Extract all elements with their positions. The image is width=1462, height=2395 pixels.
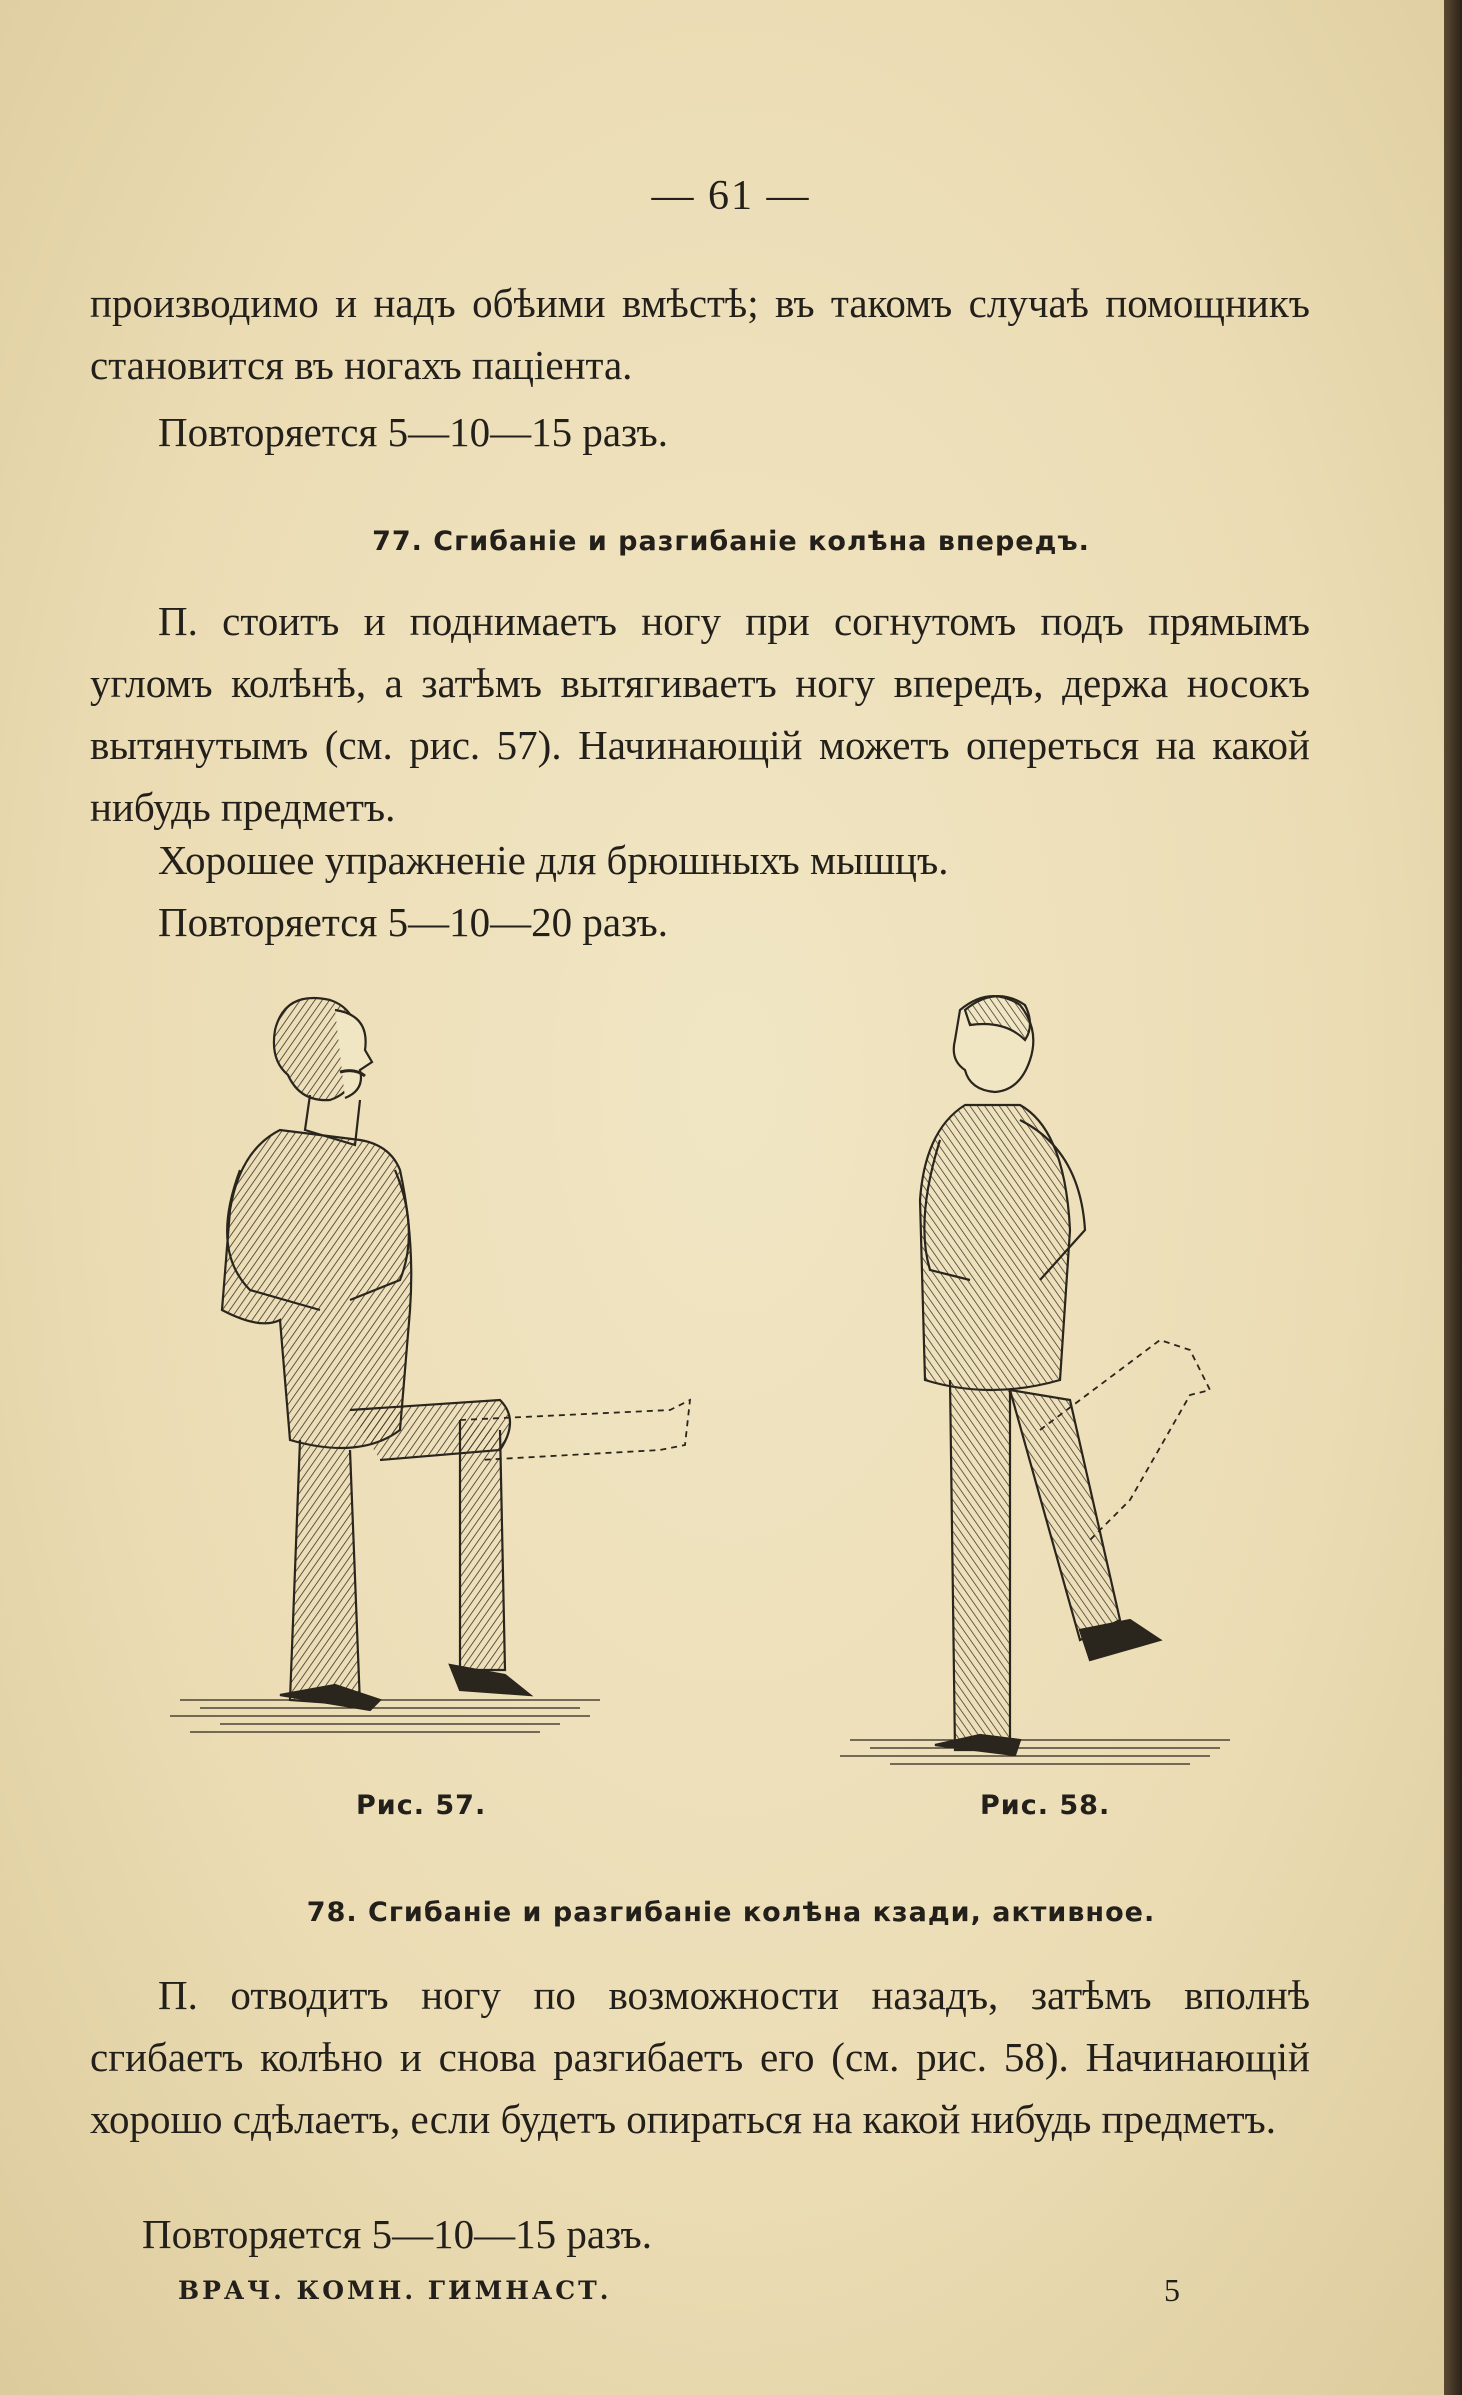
- top-paragraph: производимо и надъ обѣими вмѣстѣ; въ такомъ случаѣ помощникъ становится въ ногахъ паціента.: [90, 280, 1310, 388]
- section-77-repeat: Повторяется 5—10—20 разъ.: [158, 899, 668, 945]
- section-78-text: П. отводитъ ногу по возможности назадъ, затѣмъ вполнѣ сгибаетъ колѣно и снова разгибаетъ его (см. рис. 58). Начинающій хорошо сдѣлаетъ, если будетъ опираться на какой нибудь предметъ.: [90, 1972, 1310, 2142]
- section-77-note: Хорошее упражненіе для брюшныхъ мышцъ.: [158, 837, 949, 883]
- figure-58-illustration: [830, 980, 1250, 1770]
- footer-signature: ВРАЧ. КОМН. ГИМНАСТ.: [178, 2276, 612, 2305]
- section-78-repeat: Повторяется 5—10—15 разъ.: [142, 2211, 652, 2257]
- footer-sheet-number: 5: [1164, 2272, 1180, 2308]
- figure-57-caption: Рис. 57.: [356, 1790, 487, 1821]
- page-number: — 61 —: [651, 173, 811, 219]
- section-78-heading: 78. Сгибаніе и разгибаніе колѣна кзади, активное.: [306, 1897, 1156, 1928]
- page-edge: [1444, 0, 1462, 2395]
- section-77-text: П. стоитъ и поднимаетъ ногу при согнутомъ подъ прямымъ угломъ колѣнѣ, а затѣмъ вытягиваетъ ногу впередъ, держа носокъ вытянутымъ (см. рис. 57). Начинающій можетъ опереться на какой нибудь предметъ.: [90, 598, 1310, 830]
- figure-58-caption: Рис. 58.: [980, 1790, 1111, 1821]
- top-repeat: Повторяется 5—10—15 разъ.: [158, 409, 668, 455]
- figure-57-illustration: [160, 980, 720, 1770]
- section-77-heading: 77. Сгибаніе и разгибаніе колѣна впередъ.: [372, 526, 1090, 557]
